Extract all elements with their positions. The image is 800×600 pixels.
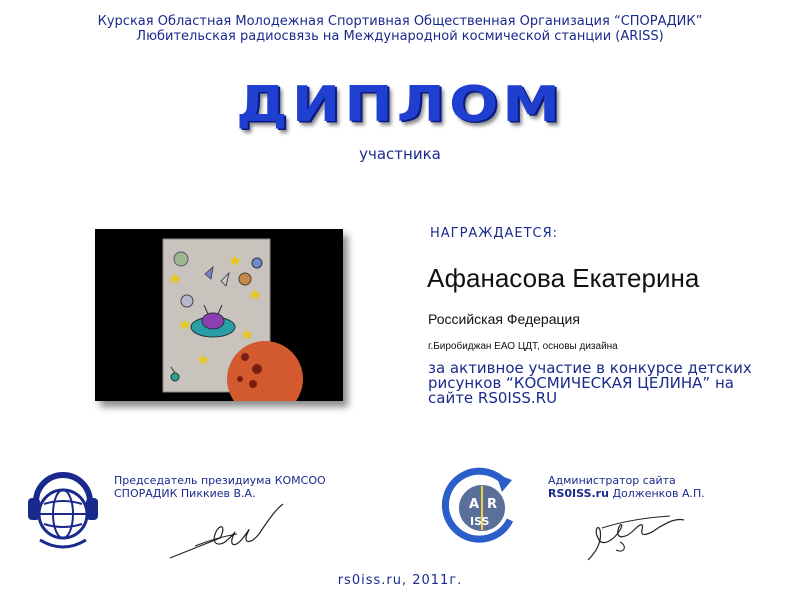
award-description: за активное участие в конкурсе детских рисунков “КОСМИЧЕСКАЯ ЦЕЛИНА” на сайте RS0ISS.RU	[428, 359, 752, 407]
footer-site-year: rs0iss.ru, 2011г.	[337, 573, 463, 588]
chairman-title: Председатель президиума КОМСОО	[114, 474, 326, 487]
recipient-name: Афанасова Екатерина	[427, 263, 700, 293]
chairman-name: СПОРАДИК Пиккиев В.А.	[114, 487, 256, 500]
admin-name: Долженков А.П.	[612, 487, 705, 500]
awarded-label: НАГРАЖДАЕТСЯ:	[430, 226, 559, 241]
chairman-signature	[165, 500, 295, 565]
admin-site: RS0ISS.ru	[548, 487, 609, 500]
ariss-letter-a: A	[469, 497, 480, 512]
artwork-image	[95, 229, 343, 401]
ariss-letters-iss: ISS	[470, 515, 490, 528]
header-organization: Курская Областная Молодежная Спортивная Общественная Организация “СПОРАДИК”	[97, 14, 703, 29]
admin-title: Администратор сайта	[548, 474, 676, 487]
diploma-subtitle: участника	[359, 145, 441, 163]
ariss-letter-r: R	[487, 497, 498, 512]
admin-signature	[580, 500, 690, 565]
header-ariss: Любительская радиосвязь на Международной космической станции (ARISS)	[136, 29, 664, 44]
recipient-country: Российская Федерация	[428, 311, 580, 327]
recipient-city: г.Биробиджан ЕАО ЦДТ, основы дизайна	[428, 341, 618, 352]
ariss-logo	[436, 462, 520, 548]
admin-name-line	[548, 487, 705, 500]
diploma-title: ДИПЛОМ	[236, 75, 564, 133]
globe-headset-logo	[22, 462, 104, 552]
artwork-frame	[95, 229, 343, 401]
